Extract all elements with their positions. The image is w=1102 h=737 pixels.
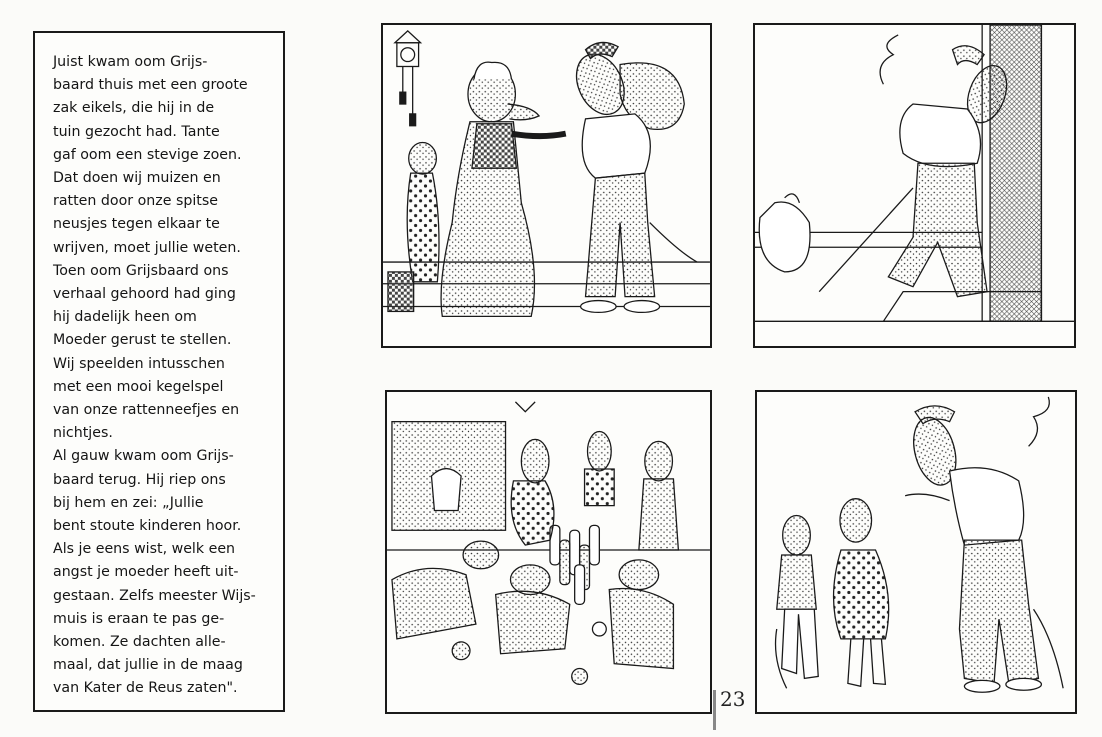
story-line: komen. Ze dachten alle- [53,634,226,651]
story-line: van Kater de Reus zaten". [53,680,238,697]
story-line: met een mooi kegelspel [53,378,224,395]
story-line: nichtjes. [53,425,113,442]
story-text-box [33,31,285,712]
story-line: gaf oom een stevige zoen. [53,146,242,163]
story-line: zak eikels, die hij in de [53,100,215,117]
story-line: baard terug. Hij riep ons [53,471,226,488]
leaving-illustration [755,25,1074,346]
story-line: Wij speelden intusschen [53,355,225,372]
greeting-illustration [383,25,710,346]
gutter-mark [713,690,716,730]
story-line: angst je moeder heeft uit- [53,564,239,581]
story-line: baard thuis met een groote [53,77,248,94]
comic-panel-skittles [385,390,712,714]
story-line: Moeder gerust te stellen. [53,332,232,349]
comic-panel-greeting [381,23,712,348]
comic-panel-leaving [753,23,1076,348]
story-line: verhaal gehoord had ging [53,286,236,303]
story-line: bij hem en zei: „Jullie [53,494,204,511]
story-line: Juist kwam oom Grijs- [53,54,208,70]
story-line: Al gauw kwam oom Grijs- [53,448,234,465]
comic-panel-scolding [755,390,1077,714]
story-line: Dat doen wij muizen en [53,170,221,187]
story-line: van onze rattenneefjes en [53,402,240,419]
skittles-illustration [387,392,710,712]
story-line: Als je eens wist, welk een [53,541,236,558]
story-text [53,51,269,701]
story-line: tuin gezocht had. Tante [53,123,220,140]
story-line: ratten door onze spitse [53,193,218,210]
story-line: neusjes tegen elkaar te [53,216,220,233]
scolding-illustration [757,392,1075,712]
story-line: hij dadelijk heen om [53,309,197,326]
story-line: Toen oom Grijsbaard ons [53,262,229,279]
story-line: wrijven, moet jullie weten. [53,239,241,256]
page-number: 23 [720,687,746,711]
story-line: maal, dat jullie in de maag [53,657,243,674]
story-line: gestaan. Zelfs meester Wijs- [53,587,256,604]
story-line: muis is eraan te pas ge- [53,610,225,627]
story-line: bent stoute kinderen hoor. [53,518,242,535]
